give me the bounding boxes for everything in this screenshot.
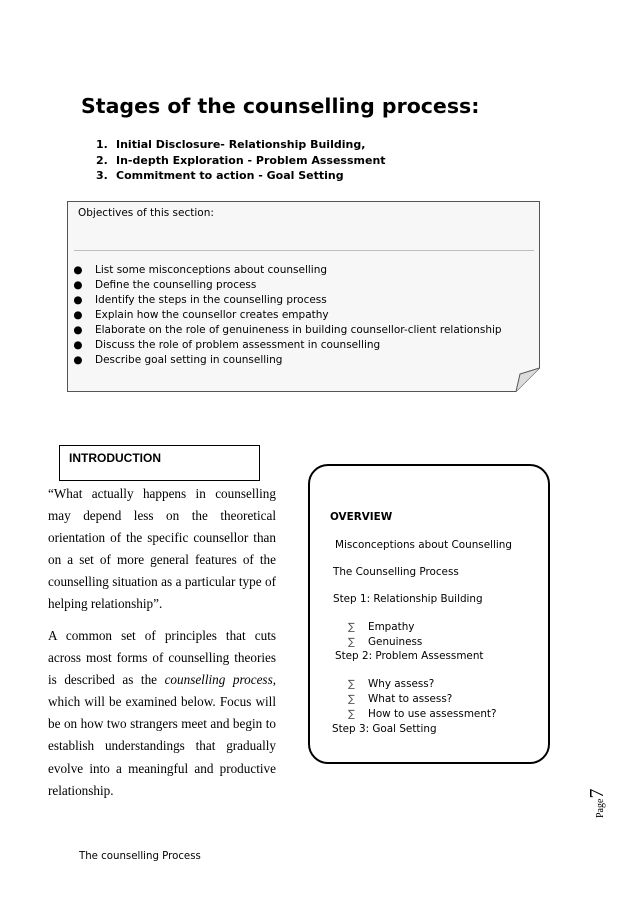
stage-number: 1. [96,138,108,151]
stage-number: 2. [96,153,108,167]
paragraph-emphasis: counselling process [164,672,273,688]
stage-item [96,153,386,169]
overview-subitem [348,636,422,648]
sum-icon: ∑ [348,709,355,720]
bullet-icon: ● [73,294,83,306]
stage-text: Initial Disclosure- Relationship Building, [116,138,366,151]
overview-item: The Counselling Process [333,566,459,578]
overview-subitem-text: Why assess? [368,678,435,690]
sum-icon: ∑ [348,694,355,705]
list-item [73,263,502,278]
stage-item [96,168,386,184]
objective-text: Discuss the role of problem assessment in counselling [95,339,381,351]
objectives-title: Objectives of this section: [78,207,214,219]
page-number-label [586,789,609,818]
objective-text: Describe goal setting in counselling [95,354,283,366]
list-item [73,338,502,353]
sum-icon: ∑ [348,622,355,633]
introduction-quote: “What actually happens in counselling may depend less on the theoretical orientation of the specific counsellor than on a set of more general features of the counselling situation as a particular type of helping relationship”. [48,486,276,612]
introduction-paragraph [48,625,276,802]
overview-subitem [348,693,452,705]
overview-subitem-text: How to use assessment? [368,708,497,720]
bullet-icon: ● [73,309,83,321]
page-number: 7 [586,788,608,799]
footer-text: The counselling Process [79,851,201,862]
objectives-divider [74,250,534,251]
bullet-icon: ● [73,264,83,276]
sum-icon: ∑ [348,679,355,690]
paragraph-text: A common set of principles that cuts across most forms of counselling theories is described as the [48,628,276,688]
objective-text: Define the counselling process [95,279,257,291]
introduction-heading: INTRODUCTION [69,451,161,465]
list-item [73,353,502,368]
stage-number: 3. [96,169,108,182]
bullet-icon: ● [73,279,83,291]
overview-subitem [348,678,434,690]
list-item [73,293,502,308]
overview-item: Step 3: Goal Setting [332,723,437,735]
overview-subitem [348,621,414,633]
overview-heading: OVERVIEW [330,511,393,523]
objective-text: Explain how the counsellor creates empathy [95,309,329,321]
page-title: Stages of the counselling process: [81,94,480,118]
bullet-icon: ● [73,324,83,336]
stages-list [96,137,386,184]
overview-item: Step 2: Problem Assessment [335,650,484,662]
list-item [73,278,502,293]
objective-text: Identify the steps in the counselling process [95,294,327,306]
paragraph-text: , which will be examined below. Focus will be on how two strangers meet and begin to establish understandings that gradually evolve into a meaningful and productive relationship. [48,672,276,798]
stage-text: In-depth Exploration - Problem Assessment [116,153,386,167]
overview-subitem-text: Empathy [368,621,415,633]
overview-item: Step 1: Relationship Building [333,593,483,605]
bullet-icon: ● [73,354,83,366]
overview-subitem [348,708,497,720]
objective-text: List some misconceptions about counselling [95,264,328,276]
bullet-icon: ● [73,339,83,351]
objectives-list [73,263,502,368]
stage-item [96,137,386,153]
list-item [73,308,502,323]
overview-subitem-text: Genuiness [368,636,423,648]
overview-item: Misconceptions about Counselling [335,539,512,551]
stage-text: Commitment to action - Goal Setting [116,169,344,182]
list-item [73,323,502,338]
overview-subitem-text: What to assess? [368,693,453,705]
objective-text: Elaborate on the role of genuineness in building counsellor-client relationship [95,324,502,336]
sum-icon: ∑ [348,637,355,648]
page-word: Page [595,798,606,818]
